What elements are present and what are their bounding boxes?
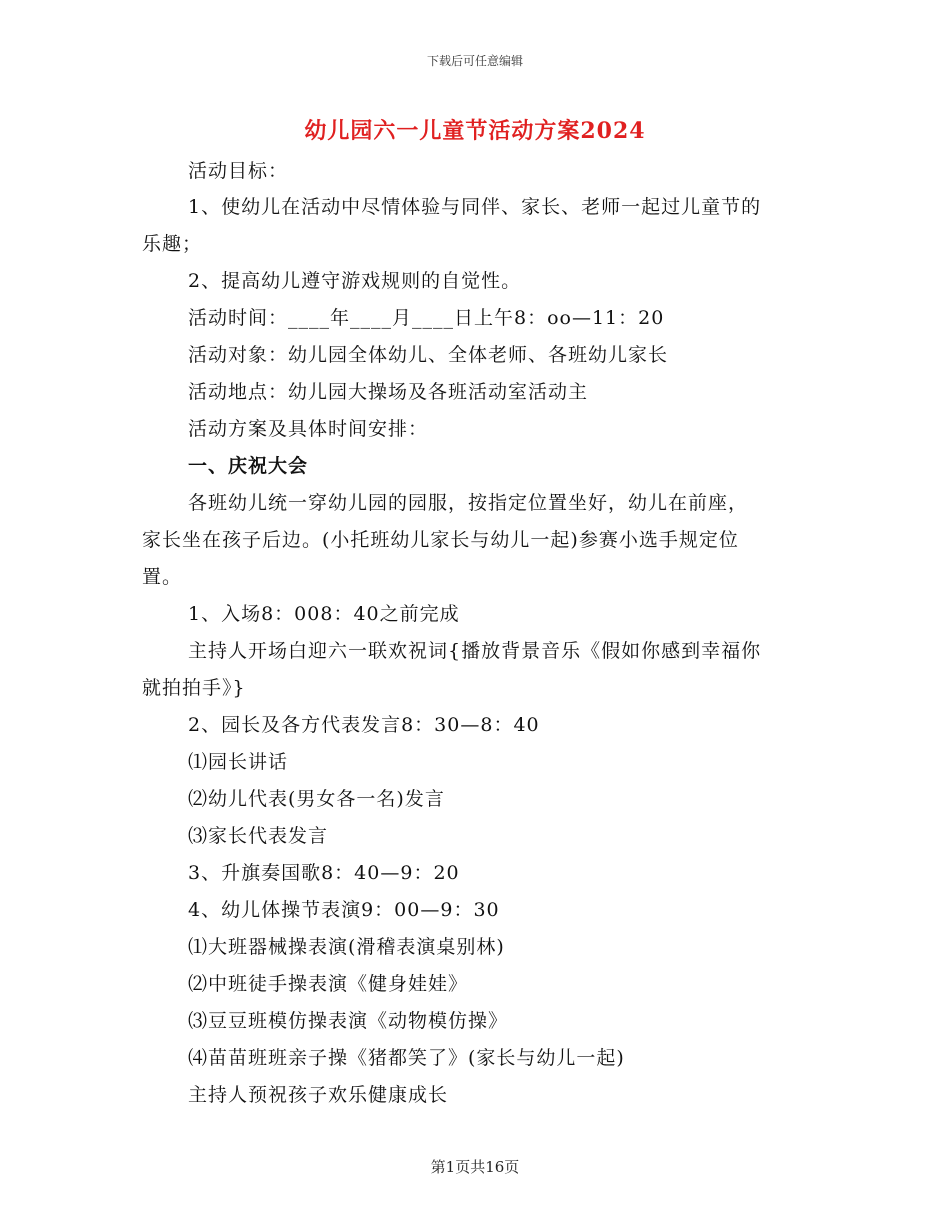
text-line: ⑵中班徒手操表演《健身娃娃》	[188, 973, 469, 995]
section-heading: 一、庆祝大会	[188, 455, 309, 477]
text-line: 主持人预祝孩子欢乐健康成长	[188, 1084, 449, 1106]
text-line: 活动时间：____年____月____日上午8：oo—11：20	[188, 307, 665, 329]
text-line: ⑶家长代表发言	[188, 825, 329, 847]
text-line: 1、入场8：008：40之前完成	[188, 603, 460, 625]
text-line: 2、提高幼儿遵守游戏规则的自觉性。	[188, 270, 522, 292]
text-line: ⑶豆豆班模仿操表演《动物模仿操》	[188, 1010, 509, 1032]
text-line: 1、使幼儿在活动中尽情体验与同伴、家长、老师一起过儿童节的	[188, 196, 762, 218]
text-line: 就拍拍手》}	[142, 677, 246, 699]
text-line: 置。	[142, 566, 183, 588]
text-line: ⑵幼儿代表(男女各一名)发言	[188, 788, 445, 810]
text-line: ⑴大班器械操表演(滑稽表演桌别林)	[188, 936, 505, 958]
text-line: 各班幼儿统一穿幼儿园的园服，按指定位置坐好，幼儿在前座，	[188, 492, 749, 514]
text-line: 家长坐在孩子后边。(小托班幼儿家长与幼儿一起)参赛小选手规定位	[142, 529, 739, 551]
text-line: 活动对象：幼儿园全体幼儿、全体老师、各班幼儿家长	[188, 344, 669, 366]
text-line: 主持人开场白迎六一联欢祝词{播放背景音乐《假如你感到幸福你	[188, 640, 762, 662]
text-line: ⑷苗苗班班亲子操《猪都笑了》(家长与幼儿一起)	[188, 1047, 625, 1069]
text-line: 2、园长及各方代表发言8：30—8：40	[188, 714, 540, 736]
text-line: 活动地点：幼儿园大操场及各班活动室活动主	[188, 381, 589, 403]
document-title: 幼儿园六一儿童节活动方案2024	[304, 118, 646, 144]
text-line: 4、幼儿体操节表演9：00—9：30	[188, 899, 500, 921]
text-line: 活动目标：	[188, 160, 289, 182]
text-line: 乐趣；	[142, 233, 203, 255]
text-line: 3、升旗奏国歌8：40—9：20	[188, 862, 460, 884]
page-footer: 第1页共16页	[430, 1158, 520, 1176]
text-line: 活动方案及具体时间安排：	[188, 418, 429, 440]
text-line: ⑴园长讲话	[188, 751, 289, 773]
page-header: 下载后可任意编辑	[426, 54, 523, 68]
